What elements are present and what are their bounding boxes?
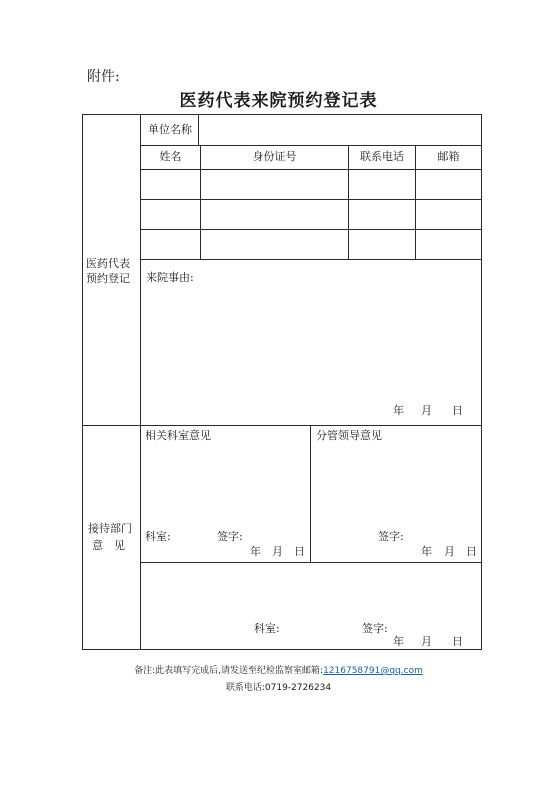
leader-opinion-date-year: 年	[421, 545, 432, 558]
table-row[interactable]	[141, 200, 481, 229]
leader-opinion-date-day: 日	[466, 545, 477, 558]
dept-opinion-field[interactable]	[141, 445, 309, 520]
leader-opinion-label: 分管领导意见	[316, 429, 382, 442]
leader-opinion-date-month: 月	[444, 545, 455, 558]
leader-opinion-sign-label: 签字:	[378, 530, 404, 543]
registration-section-label-line2: 预约登记	[86, 272, 130, 285]
reception-section-label-line1: 接待部门	[88, 522, 132, 535]
table-row[interactable]	[141, 170, 481, 199]
unit-name-field[interactable]	[200, 116, 480, 144]
column-header-name: 姓名	[159, 150, 182, 163]
form-title: 医药代表来院预约登记表	[179, 91, 378, 111]
reception-section-label-line2: 意 见	[92, 539, 125, 552]
dept-opinion-date-day: 日	[294, 545, 305, 558]
column-header-phone: 联系电话	[360, 150, 404, 163]
footer-note-text: 备注:此表填写完成后,请发送至纪检监察室邮箱:	[134, 666, 324, 676]
contact-email-link[interactable]: 1216758791@qq.com	[323, 666, 423, 676]
table-row[interactable]	[141, 230, 481, 259]
registration-date-month: 月	[421, 404, 432, 417]
dept-opinion-label: 相关科室意见	[145, 429, 211, 442]
final-dept-label: 科室:	[254, 622, 280, 635]
visit-reason-label: 来院事由:	[146, 271, 194, 284]
registration-section-label-line1: 医药代表	[86, 257, 130, 270]
column-header-email: 邮箱	[437, 150, 460, 163]
final-date-year: 年	[393, 635, 404, 648]
footer-note	[0, 667, 557, 676]
final-date-month: 月	[421, 635, 432, 648]
final-opinion-field[interactable]	[141, 563, 481, 618]
column-header-id-number: 身份证号	[252, 150, 297, 163]
dept-opinion-date-month: 月	[272, 545, 283, 558]
registration-date-day: 日	[452, 404, 463, 417]
dept-opinion-dept-label: 科室:	[145, 530, 171, 543]
final-date-day: 日	[452, 635, 463, 648]
leader-opinion-field[interactable]	[311, 445, 480, 520]
registration-date-year: 年	[393, 404, 404, 417]
dept-opinion-date-year: 年	[250, 545, 261, 558]
visit-reason-field[interactable]	[141, 285, 481, 395]
footer-phone: 联系电话:0719-2726234	[225, 683, 332, 693]
final-sign-label: 签字:	[362, 622, 388, 635]
unit-name-label: 单位名称	[148, 123, 192, 136]
attachment-label: 附件:	[87, 69, 120, 85]
dept-opinion-sign-label: 签字:	[217, 530, 243, 543]
